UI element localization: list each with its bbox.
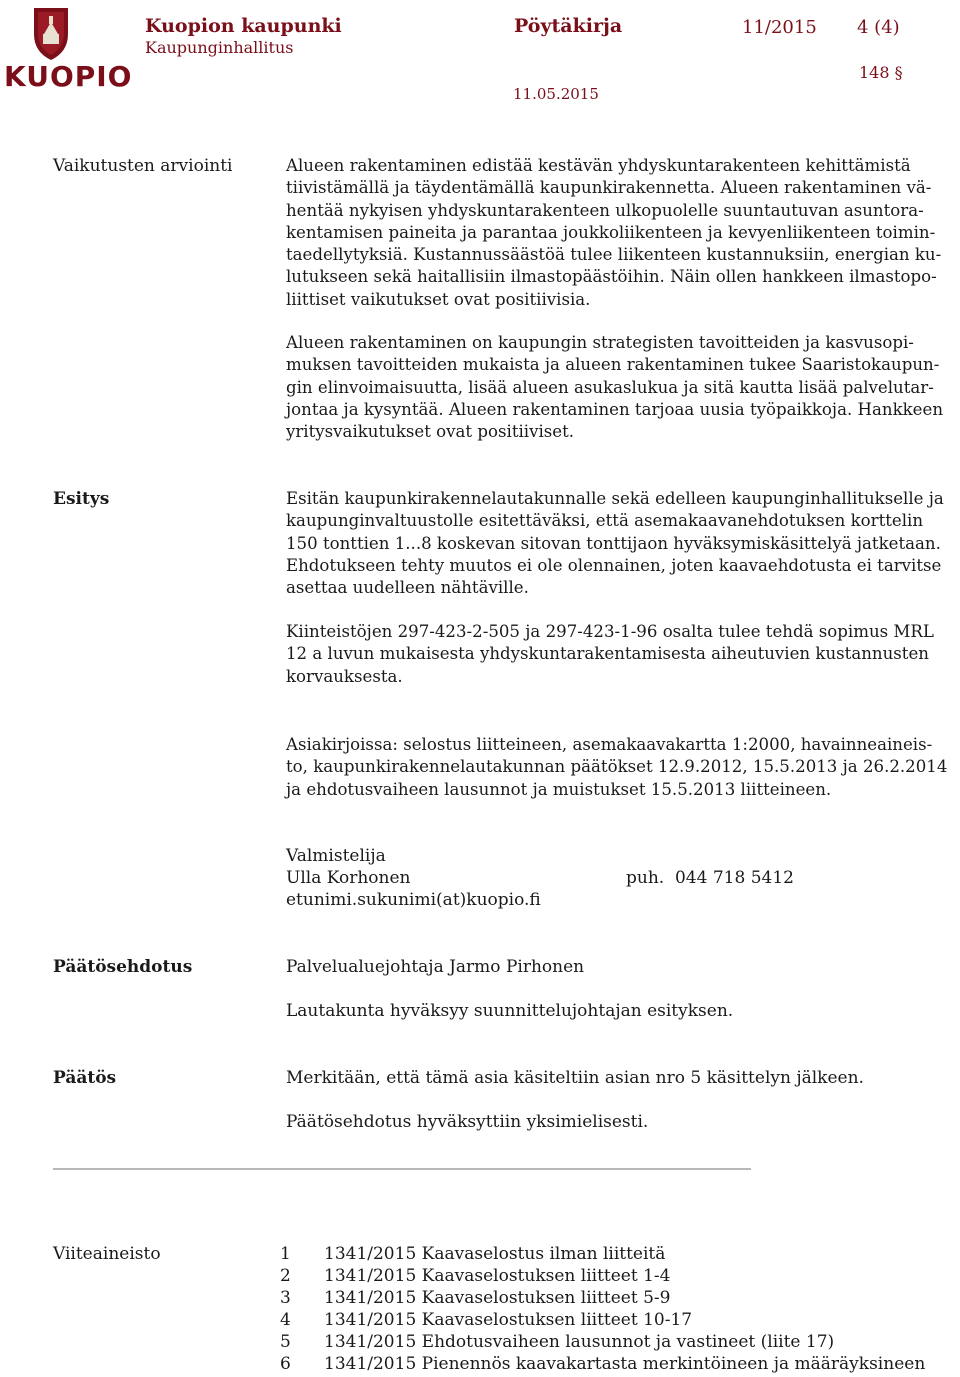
text-line: korvauksesta. (286, 666, 403, 686)
text-line: Asiakirjoissa: selostus liitteineen, asemakaavakartta 1:2000, havainneaineis- (286, 735, 933, 754)
vaikutukset-paragraph-1 (286, 155, 958, 311)
org-name: Kuopion kaupunki (145, 15, 342, 37)
list-item-text: 1341/2015 Ehdotusvaiheen lausunnot ja vastineet (liite 17) (324, 1332, 835, 1352)
paatosehdotus-text: Lautakunta hyväksyy suunnittelujohtajan esityksen. (286, 1001, 734, 1021)
text-line: ja ehdotusvaiheen lausunnot ja muistukset 15.5.2013 liitteineen. (286, 779, 832, 799)
section-label-viiteaineisto: Viiteaineisto (53, 1244, 161, 1264)
esitys-paragraph-1 (286, 488, 958, 599)
text-line: tiivistämällä ja täydentämällä kaupunkirakennetta. Alueen rakentaminen vä- (286, 178, 932, 198)
section-label-paatos: Päätös (53, 1068, 117, 1088)
text-line: Esitän kaupunkirakennelautakunnalle sekä edelleen kaupunginhallitukselle ja (286, 489, 944, 508)
preparer-phone: puh. 044 718 5412 (626, 868, 794, 888)
section-label-esitys: Esitys (53, 489, 110, 509)
text-line: liittiset vaikutukset ovat positiivisia. (286, 289, 591, 309)
list-item-number: 3 (280, 1288, 291, 1308)
list-item (0, 1331, 960, 1353)
doc-type: Pöytäkirja (514, 15, 623, 37)
text-line: 12 a luvun mukaisesta yhdyskuntarakentamisesta aiheutuvien kustannusten (286, 644, 929, 664)
list-item-text: 1341/2015 Kaavaselostuksen liitteet 1-4 (324, 1266, 671, 1286)
list-item-text: 1341/2015 Pienennös kaavakartasta merkintöineen ja määräyksineen (324, 1354, 926, 1374)
text-line: hentää nykyisen yhdyskuntarakenteen ulkopuolelle suuntautuvan asuntora- (286, 200, 924, 220)
list-item-text: 1341/2015 Kaavaselostuksen liitteet 10-17 (324, 1310, 693, 1330)
section-label-vaikutukset: Vaikutusten arviointi (53, 156, 233, 176)
paatos-line-1: Merkitään, että tämä asia käsiteltiin asian nro 5 käsittelyn jälkeen. (286, 1068, 864, 1088)
list-item (0, 1287, 960, 1309)
logo-wordmark: KUOPIO (4, 60, 133, 93)
list-item-number: 6 (280, 1354, 291, 1374)
text-line: 150 tonttien 1...8 koskevan sitovan tonttijaon hyväksymiskäsittelyä jatketaan. (286, 533, 941, 553)
text-line: muksen tavoitteiden mukaista ja alueen rakentaminen tukee Saaristokaupun- (286, 355, 940, 375)
text-line: kaupunginvaltuustolle esitettäväksi, että asemakaavanehdotuksen korttelin (286, 511, 924, 531)
text-line: Kiinteistöjen 297-423-2-505 ja 297-423-1-96 osalta tulee tehdä sopimus MRL (286, 622, 934, 641)
list-item-number: 5 (280, 1332, 291, 1352)
body-name: Kaupunginhallitus (145, 38, 294, 57)
section-label-paatosehdotus: Päätösehdotus (53, 957, 193, 977)
esitys-paragraph-3 (286, 734, 958, 801)
reference-list (0, 1243, 960, 1373)
text-line: kentamisen paineita ja parantaa joukkoliikenteen ja kevyenliikenteen toimin- (286, 222, 936, 242)
text-line: to, kaupunkirakennelautakunnan päätökset 12.9.2012, 15.5.2013 ja 26.2.2014 (286, 757, 948, 777)
preparer-email: etunimi.sukunimi(at)kuopio.fi (286, 890, 541, 910)
list-item-text: 1341/2015 Kaavaselostus ilman liitteitä (324, 1244, 666, 1264)
text-line: Ehdotukseen tehty muutos ei ole olennainen, joten kaavaehdotusta ei tarvitse (286, 555, 942, 575)
list-item (0, 1265, 960, 1287)
list-item-number: 4 (280, 1310, 291, 1330)
text-line: gin elinvoimaisuutta, lisää alueen asukaslukua ja sitä kautta lisää palvelutar- (286, 377, 934, 397)
divider-line (53, 1168, 751, 1170)
kuopio-logo (4, 4, 133, 94)
text-line: jontaa ja kysyntää. Alueen rakentaminen tarjoaa uusia työpaikkoja. Hankkeen (286, 399, 944, 419)
list-item-text: 1341/2015 Kaavaselostuksen liitteet 5-9 (324, 1288, 671, 1308)
meeting-date: 11.05.2015 (513, 85, 599, 103)
list-item (0, 1309, 960, 1331)
preparer-title: Valmistelija (286, 846, 386, 866)
section-number: 148 § (859, 63, 903, 82)
preparer-name: Ulla Korhonen (286, 868, 411, 888)
text-line: Alueen rakentaminen on kaupungin strategisten tavoitteiden ja kasvusopi- (286, 333, 914, 352)
vaikutukset-paragraph-2 (286, 332, 958, 443)
doc-number: 11/2015 (742, 17, 817, 38)
paatos-line-2: Päätösehdotus hyväksyttiin yksimielisesti. (286, 1112, 649, 1132)
coat-of-arms-icon (4, 4, 98, 62)
text-line: asettaa uudelleen nähtäville. (286, 578, 529, 598)
page-count: 4 (4) (857, 17, 900, 38)
list-item-number: 1 (280, 1244, 291, 1264)
text-line: yritysvaikutukset ovat positiiviset. (286, 422, 575, 442)
list-item (0, 1353, 960, 1375)
esitys-paragraph-2 (286, 621, 958, 688)
text-line: lutukseen sekä haitallisiin ilmastopäästöihin. Näin ollen hankkeen ilmastopo- (286, 267, 937, 287)
paatosehdotus-presenter: Palvelualuejohtaja Jarmo Pirhonen (286, 957, 585, 977)
list-item (0, 1243, 960, 1265)
text-line: taedellytyksiä. Kustannussäästöä tulee liikenteen kustannuksiin, energian ku- (286, 245, 942, 265)
list-item-number: 2 (280, 1266, 291, 1286)
text-line: Alueen rakentaminen edistää kestävän yhdyskuntarakenteen kehittämistä (286, 156, 911, 175)
